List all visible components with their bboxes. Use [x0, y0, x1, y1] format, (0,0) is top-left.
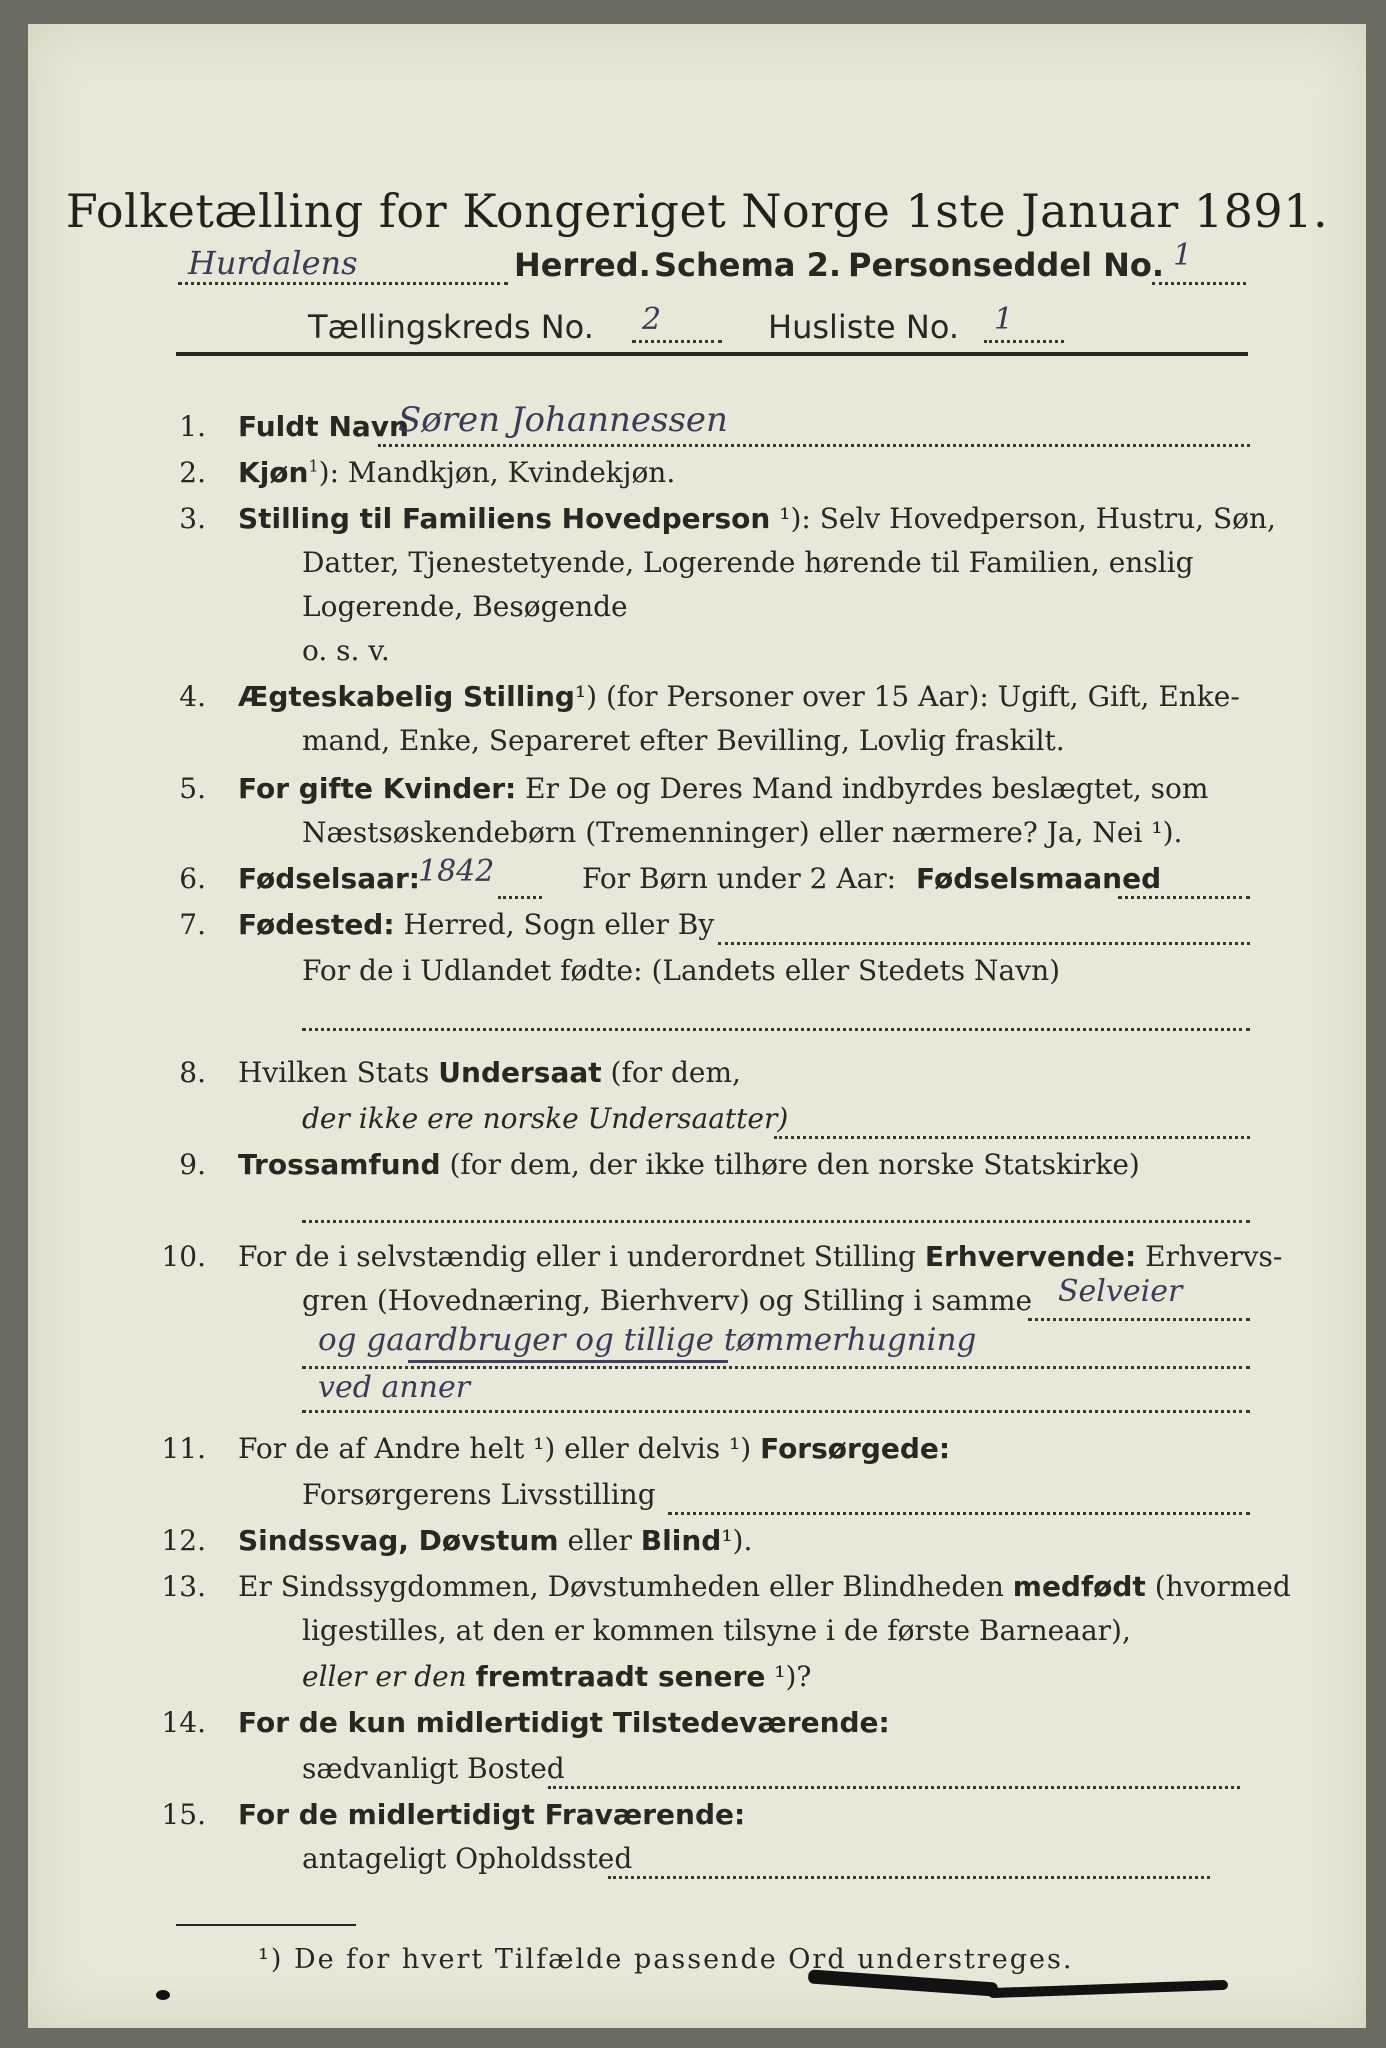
item-1-name-handwritten: Søren Johannessen	[398, 400, 728, 440]
item-13-l3a: eller er den	[302, 1660, 467, 1693]
item-10-underline	[408, 1360, 728, 1363]
item-12-label: Sindssvag, Døvstum	[238, 1524, 559, 1557]
item-9-line-1	[238, 1148, 1140, 1181]
herred-handwritten: Hurdalens	[188, 244, 358, 282]
item-1-dotted-line	[378, 444, 1250, 447]
husliste-label: Husliste No.	[768, 308, 959, 346]
item-2-number: 2.	[179, 456, 206, 489]
item-2-text: Mandkjøn, Kvindekjøn.	[347, 456, 676, 489]
item-3-number: 3.	[179, 502, 206, 535]
item-12-text: eller	[567, 1524, 632, 1557]
item-10-dotted-line-3	[302, 1410, 1250, 1413]
item-10-line-2: gren (Hovednæring, Bierhverv) og Stilling i samme	[302, 1284, 1033, 1317]
item-11-label: Forsørgede:	[760, 1432, 951, 1465]
item-11-line-2: Forsørgerens Livsstilling	[302, 1478, 656, 1511]
item-3-line-2: Datter, Tjenestetyende, Logerende hørende til Familien, enslig	[302, 546, 1194, 579]
item-14-line-2: sædvanligt Bosted	[302, 1752, 565, 1785]
item-13-l3c: ¹)?	[774, 1660, 812, 1693]
header-rule	[176, 352, 1248, 356]
item-7-label: Fødested:	[238, 908, 395, 941]
item-13-text2: (hvormed	[1154, 1570, 1291, 1603]
item-4-text: (for Personer over 15 Aar): Ugift, Gift, Enke-	[605, 680, 1240, 713]
item-1-label: Fuldt Navn	[238, 410, 409, 443]
item-3-text: Selv Hovedperson, Hustru, Søn,	[819, 502, 1276, 535]
item-6-dotted-line-2	[1118, 896, 1250, 899]
item-13-l3b: fremtraadt senere	[475, 1660, 766, 1693]
item-10-label: Erhvervende:	[924, 1240, 1137, 1273]
item-8-text: Hvilken Stats	[238, 1056, 430, 1089]
item-8-number: 8.	[179, 1056, 206, 1089]
item-6-text-bold: Fødselsmaaned	[916, 862, 1162, 895]
schema-label: Schema 2.	[654, 246, 841, 284]
item-4-label: Ægteskabelig Stilling	[238, 680, 575, 713]
item-8-label: Undersaat	[438, 1056, 602, 1089]
item-13-line-1	[238, 1570, 1291, 1603]
item-7-line-1	[238, 908, 714, 941]
item-13-label: medfødt	[1012, 1570, 1146, 1603]
item-14-label: For de kun midlertidigt Tilstedeværende:	[238, 1706, 890, 1739]
personseddel-label: Personseddel No.	[848, 246, 1165, 284]
item-3-line-4: o. s. v.	[302, 634, 390, 667]
item-4-line-2: mand, Enke, Separeret efter Bevilling, Lovlig fraskilt.	[302, 724, 1065, 757]
item-10-occupation-handwritten-2: og gaardbruger og tillige tømmerhugning	[318, 1322, 977, 1358]
item-12-text2: ¹).	[721, 1524, 753, 1557]
item-11-line-1	[238, 1432, 950, 1465]
item-5-number: 5.	[179, 772, 206, 805]
husliste-dotted-line	[984, 340, 1064, 343]
item-7-dotted-line	[718, 942, 1250, 945]
item-13-line-2: ligestilles, at den er kommen tilsyne i de første Barneaar),	[302, 1614, 1131, 1647]
item-15-number: 15.	[161, 1798, 206, 1831]
paper-damage-mark	[988, 1980, 1228, 1998]
item-5-line-1	[238, 772, 1208, 805]
item-10-line-1	[238, 1240, 1282, 1273]
item-6-label: Fødselsaar:	[238, 862, 420, 895]
item-4-number: 4.	[179, 680, 206, 713]
item-9-text: (for dem, der ikke tilhøre den norske Statskirke)	[449, 1148, 1140, 1181]
herred-dotted-line	[178, 282, 508, 285]
kreds-label: Tællingskreds No.	[308, 308, 594, 346]
item-9-number: 9.	[179, 1148, 206, 1181]
footnote-rule	[176, 1924, 356, 1926]
item-7-line-2: For de i Udlandet fødte: (Landets eller Stedets Navn)	[302, 954, 1061, 987]
item-8-text2: (for dem,	[610, 1056, 741, 1089]
kreds-handwritten: 2	[642, 302, 662, 337]
item-3-label: Stilling til Familiens Hovedperson	[238, 502, 771, 535]
item-10-occupation-handwritten-3: ved anner	[318, 1370, 471, 1405]
item-10-dotted-line-2	[302, 1366, 1250, 1369]
census-form-page	[28, 24, 1366, 2028]
personseddel-handwritten: 1	[1173, 238, 1193, 273]
item-11-number: 11.	[161, 1432, 206, 1465]
item-2-sup: 1	[308, 456, 319, 476]
item-8-line-2: der ikke ere norske Undersaatter)	[302, 1102, 789, 1135]
item-3-line-1: Stilling til Familiens Hovedperson ¹): Selv Hovedperson, Hustru, Søn,	[238, 502, 1276, 535]
item-8-line-1	[238, 1056, 741, 1089]
item-9-dotted-line	[302, 1220, 1250, 1223]
item-15-line-2: antageligt Opholdssted	[302, 1842, 633, 1875]
item-13-line-3	[302, 1660, 811, 1693]
form-title: Folketælling for Kongeriget Norge 1ste Januar 1891.	[65, 184, 1329, 238]
herred-label: Herred.	[514, 246, 651, 284]
item-10-dotted-line-1	[1028, 1318, 1250, 1321]
footnote: ¹) De for hvert Tilfælde passende Ord understreges.	[258, 1944, 1074, 1975]
item-15-dotted-line	[608, 1876, 1210, 1879]
kreds-dotted-line	[632, 340, 722, 343]
item-2-line: Kjøn$^1$): Mandkjøn, Kvindekjøn.	[238, 456, 676, 489]
item-6-year-handwritten: 1842	[418, 854, 495, 889]
item-14-number: 14.	[161, 1706, 206, 1739]
item-3-line-3: Logerende, Besøgende	[302, 590, 628, 623]
item-15-label: For de midlertidigt Fraværende:	[238, 1798, 746, 1831]
item-12-number: 12.	[161, 1524, 206, 1557]
item-10-text2: Erhvervs-	[1145, 1240, 1283, 1273]
item-10-number: 10.	[161, 1240, 206, 1273]
item-10-occupation-handwritten: Selveier	[1058, 1274, 1183, 1309]
item-6-dotted-line	[498, 896, 542, 899]
item-13-number: 13.	[161, 1570, 206, 1603]
item-10-text: For de i selvstændig eller i underordnet Stilling	[238, 1240, 916, 1273]
item-7-number: 7.	[179, 908, 206, 941]
item-12-label2: Blind	[640, 1524, 722, 1557]
item-11-dotted-line	[668, 1512, 1250, 1515]
item-9-label: Trossamfund	[238, 1148, 441, 1181]
item-4-line-1: Ægteskabelig Stilling¹) (for Personer over 15 Aar): Ugift, Gift, Enke-	[238, 680, 1240, 713]
item-5-text: Er De og Deres Mand indbyrdes beslægtet, som	[525, 772, 1209, 805]
husliste-handwritten: 1	[994, 302, 1014, 337]
item-7-text: Herred, Sogn eller By	[403, 908, 715, 941]
item-13-text: Er Sindssygdommen, Døvstumheden eller Blindheden	[238, 1570, 1004, 1603]
item-7-dotted-line-2	[302, 1028, 1250, 1031]
item-6-text: For Børn under 2 Aar:	[582, 862, 897, 895]
paper-damage-spot	[156, 1990, 170, 2000]
item-6-number: 6.	[179, 862, 206, 895]
item-8-dotted-line	[774, 1136, 1250, 1139]
item-5-label: For gifte Kvinder:	[238, 772, 517, 805]
item-12-line-1	[238, 1524, 752, 1557]
item-11-text: For de af Andre helt ¹) eller delvis ¹)	[238, 1432, 752, 1465]
item-2-label: Kjøn	[238, 456, 309, 489]
item-5-line-2: Næstsøskendebørn (Tremenninger) eller nærmere? Ja, Nei ¹).	[302, 816, 1183, 849]
item-14-dotted-line	[548, 1786, 1240, 1789]
personseddel-dotted-line	[1152, 282, 1246, 285]
item-1-number: 1.	[179, 410, 206, 443]
